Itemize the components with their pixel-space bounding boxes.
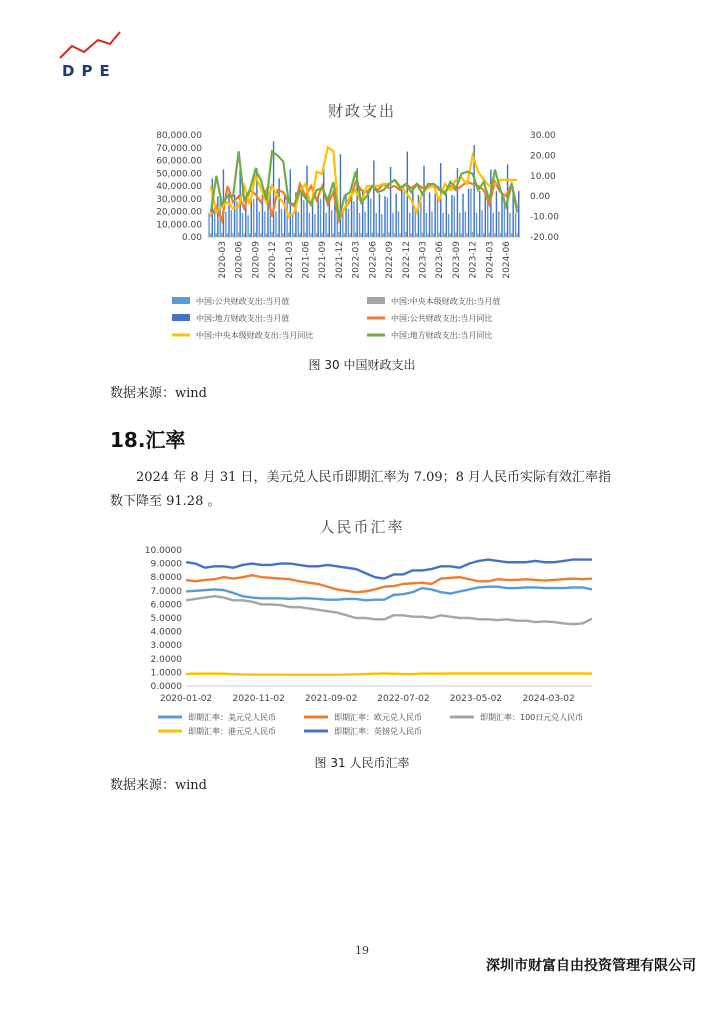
- x-tick-label: 2024-03-02: [522, 694, 575, 704]
- y-axis-tick: 4.0000: [150, 627, 182, 638]
- bar: [348, 209, 349, 237]
- bar: [399, 233, 400, 237]
- bar: [238, 233, 239, 237]
- bar: [472, 232, 473, 237]
- bar: [221, 233, 222, 237]
- right-axis-tick: -10.00: [530, 212, 560, 223]
- bar: [260, 233, 261, 237]
- bar: [450, 233, 451, 237]
- left-axis-tick: 60,000.00: [156, 156, 202, 167]
- bar: [383, 233, 384, 237]
- x-tick-label: 2020-11-02: [232, 694, 285, 704]
- right-axis-tick: 10.00: [530, 171, 556, 182]
- left-axis-tick: 30,000.00: [156, 194, 202, 205]
- bar: [243, 233, 244, 237]
- y-axis-tick: 8.0000: [150, 573, 182, 584]
- bar: [433, 233, 434, 237]
- bar: [477, 233, 478, 237]
- x-tick-label: 2023-09: [451, 241, 462, 279]
- legend-label: 即期汇率：美元兑人民币: [188, 713, 276, 722]
- bar: [465, 212, 466, 238]
- bar: [462, 194, 463, 237]
- chart2-title: 人民币汇率: [319, 518, 405, 536]
- bar: [298, 212, 299, 238]
- chart1-caption: 图 30 中国财政支出: [308, 358, 416, 372]
- bar: [403, 189, 404, 237]
- bar: [481, 210, 482, 237]
- bar: [448, 214, 449, 237]
- bar: [415, 209, 416, 237]
- bar: [338, 232, 339, 237]
- bar: [359, 213, 360, 237]
- bar: [349, 233, 350, 237]
- bar: [476, 213, 477, 237]
- chart2-caption: 图 31 人民币汇率: [314, 756, 410, 770]
- bar: [390, 167, 391, 237]
- y-axis-tick: 3.0000: [150, 641, 182, 652]
- bar: [345, 194, 346, 237]
- legend-label: 中国:公共财政支出:当月值: [196, 297, 290, 306]
- bar: [342, 214, 343, 237]
- bar: [227, 233, 228, 237]
- bar: [398, 212, 399, 238]
- legend-label: 中国:公共财政支出:当月同比: [391, 314, 493, 323]
- bar: [381, 214, 382, 237]
- bar: [505, 233, 506, 237]
- bar: [325, 213, 326, 237]
- legend-label: 即期汇率：100日元兑人民币: [480, 713, 584, 722]
- bar: [494, 233, 495, 237]
- bar: [303, 200, 304, 237]
- y-axis-tick: 2.0000: [150, 654, 182, 665]
- bar: [438, 233, 439, 237]
- bar: [355, 233, 356, 237]
- legend-swatch: [367, 297, 385, 304]
- left-axis-tick: 80,000.00: [156, 131, 202, 141]
- bar: [376, 213, 377, 237]
- legend-label: 中国:中央本级财政支出:当月同比: [196, 331, 314, 340]
- x-tick-label: 2023-06: [435, 241, 446, 279]
- bar: [427, 233, 428, 237]
- bar: [370, 199, 371, 237]
- bar: [384, 196, 385, 237]
- bar: [317, 197, 318, 237]
- bar: [305, 233, 306, 237]
- bar: [515, 213, 516, 237]
- left-axis-tick: 10,000.00: [156, 220, 202, 231]
- bar: [442, 213, 443, 237]
- x-tick-label: 2023-12: [468, 241, 479, 279]
- x-tick-label: 2021-06: [301, 241, 312, 279]
- bar: [286, 201, 287, 237]
- legend-swatch: [172, 297, 190, 304]
- bar: [208, 213, 209, 237]
- bar: [282, 233, 283, 237]
- x-tick-label: 2021-09-02: [305, 694, 358, 704]
- bar: [294, 233, 295, 237]
- chart2-source: 数据来源：wind: [110, 778, 207, 793]
- bar: [301, 194, 302, 237]
- bar: [379, 194, 380, 237]
- x-tick-label: 2020-12: [268, 241, 279, 279]
- left-axis-tick: 40,000.00: [156, 182, 202, 192]
- bar: [366, 233, 367, 237]
- bar: [216, 233, 217, 237]
- x-tick-label: 2022-07-02: [377, 694, 430, 704]
- right-axis-tick: 0.00: [530, 192, 551, 203]
- y-axis-tick: 7.0000: [150, 586, 182, 597]
- legend-label: 中国:地方财政支出:当月同比: [391, 331, 493, 340]
- bar: [321, 233, 322, 237]
- bar: [340, 154, 341, 237]
- bar: [409, 213, 410, 237]
- bar: [255, 233, 256, 237]
- bar: [259, 212, 260, 238]
- bar: [489, 233, 490, 237]
- bar: [388, 233, 389, 237]
- page-number: 19: [355, 944, 369, 957]
- bar: [496, 191, 497, 237]
- bar: [327, 233, 328, 237]
- bar: [392, 213, 393, 237]
- legend-label: 中国:中央本级财政支出:当月值: [391, 297, 501, 306]
- bar: [310, 233, 311, 237]
- bar: [247, 215, 248, 237]
- bar: [412, 191, 413, 237]
- bar: [387, 197, 388, 237]
- bar: [426, 213, 427, 237]
- bar: [461, 233, 462, 237]
- bar: [420, 201, 421, 237]
- x-tick-label: 2020-06: [234, 241, 245, 279]
- bar: [401, 189, 402, 237]
- bar: [485, 194, 486, 237]
- bar: [253, 199, 254, 237]
- series-line: [186, 673, 592, 674]
- right-axis-tick: 30.00: [530, 131, 556, 141]
- y-axis-tick: 6.0000: [150, 600, 182, 611]
- legend-swatch: [172, 314, 190, 321]
- bar: [323, 167, 324, 237]
- bar: [231, 210, 232, 237]
- bar: [411, 233, 412, 237]
- x-tick-label: 2021-12: [334, 241, 345, 279]
- bar: [395, 194, 396, 237]
- bar: [416, 233, 417, 237]
- bar: [331, 210, 332, 237]
- bar: [373, 161, 374, 238]
- bar: [320, 199, 321, 237]
- y-axis-tick: 1.0000: [150, 668, 182, 679]
- fiscal-expenditure-chart: [130, 125, 600, 350]
- x-tick-label: 2020-03: [217, 241, 228, 279]
- bar: [423, 166, 424, 237]
- bar: [333, 233, 334, 237]
- bar: [493, 213, 494, 237]
- bar: [210, 233, 211, 237]
- bar: [266, 233, 267, 237]
- bar: [500, 233, 501, 237]
- left-axis-tick: 70,000.00: [156, 143, 202, 154]
- bar: [232, 233, 233, 237]
- bar: [372, 233, 373, 237]
- bar: [516, 233, 517, 237]
- bar: [314, 214, 315, 237]
- y-axis-tick: 10.0000: [144, 546, 182, 556]
- y-axis-tick: 5.0000: [150, 614, 182, 624]
- bar: [364, 212, 365, 238]
- bar: [275, 212, 276, 238]
- x-tick-label: 2023-05-02: [449, 694, 503, 704]
- bar: [451, 195, 452, 237]
- company-name: 深圳市财富自由投资管理有限公司: [486, 958, 696, 974]
- bar: [242, 213, 243, 237]
- x-tick-label: 2022-09: [385, 241, 396, 279]
- bar: [405, 232, 406, 237]
- bar: [368, 192, 369, 237]
- section-title: 18.汇率: [110, 428, 186, 452]
- bar: [518, 191, 519, 237]
- bar: [509, 213, 510, 237]
- bar: [444, 233, 445, 237]
- bar: [498, 212, 499, 238]
- left-axis-tick: 20,000.00: [156, 207, 202, 218]
- legend-label: 即期汇率：欧元兑人民币: [334, 713, 422, 722]
- bar: [394, 233, 395, 237]
- section-paragraph: 2024 年 8 月 31 日，美元兑人民币即期汇率为 7.09；8 月人民币实际有效汇率指数下降至 91.28 。: [110, 470, 612, 509]
- chart1-source: 数据来源：wind: [110, 386, 207, 401]
- y-axis-tick: 9.0000: [150, 559, 182, 570]
- right-axis-tick: -20.00: [530, 233, 560, 243]
- legend-label: 中国:地方财政支出:当月值: [196, 314, 290, 323]
- chart1-title: 财政支出: [327, 102, 396, 120]
- series-line: [186, 587, 592, 601]
- bar: [422, 233, 423, 237]
- bar: [351, 195, 352, 237]
- bar: [455, 233, 456, 237]
- bar: [429, 192, 430, 237]
- x-tick-label: 2022-03: [351, 241, 362, 279]
- bar: [468, 189, 469, 237]
- bar: [483, 233, 484, 237]
- bar: [288, 233, 289, 237]
- bar: [434, 194, 435, 237]
- bar: [437, 197, 438, 237]
- bar: [487, 201, 488, 237]
- bar: [299, 233, 300, 237]
- bar: [377, 233, 378, 237]
- bar: [466, 233, 467, 237]
- rmb-exchange-rate-chart: [130, 540, 610, 740]
- bar: [217, 196, 218, 237]
- x-tick-label: 2021-09: [318, 241, 329, 279]
- x-tick-label: 2022-06: [368, 241, 379, 279]
- logo-text: DPE: [62, 62, 117, 80]
- bar: [459, 213, 460, 237]
- bar: [292, 213, 293, 237]
- bar: [316, 233, 317, 237]
- x-tick-label: 2024-06: [502, 241, 513, 279]
- right-axis-tick: 20.00: [530, 151, 556, 162]
- bar: [511, 233, 512, 237]
- x-tick-label: 2021-03: [284, 241, 295, 279]
- bar: [281, 209, 282, 237]
- bar: [431, 212, 432, 238]
- x-tick-label: 2022-12: [401, 241, 412, 279]
- bar: [228, 192, 229, 237]
- bar: [249, 233, 250, 237]
- bar: [470, 189, 471, 237]
- left-axis-tick: 50,000.00: [156, 169, 202, 180]
- bar: [277, 233, 278, 237]
- bar: [344, 233, 345, 237]
- bar: [278, 178, 279, 237]
- y-axis-tick: 0.0000: [150, 682, 182, 692]
- left-axis-tick: 0.00: [181, 233, 202, 243]
- x-tick-label: 2023-03: [418, 241, 429, 279]
- bar: [264, 212, 265, 238]
- bar: [479, 191, 480, 237]
- legend-label: 即期汇率：港元兑人民币: [188, 727, 276, 736]
- bar: [353, 201, 354, 237]
- x-tick-label: 2024-03: [485, 241, 496, 279]
- legend-label: 即期汇率：英镑兑人民币: [334, 727, 422, 736]
- bar: [309, 213, 310, 237]
- series-line: [186, 596, 592, 624]
- bar: [271, 232, 272, 237]
- bar: [225, 212, 226, 238]
- bar: [454, 196, 455, 237]
- x-tick-label: 2020-01-02: [159, 694, 213, 704]
- bar: [360, 233, 361, 237]
- x-tick-label: 2020-09: [251, 241, 262, 279]
- bar: [446, 194, 447, 237]
